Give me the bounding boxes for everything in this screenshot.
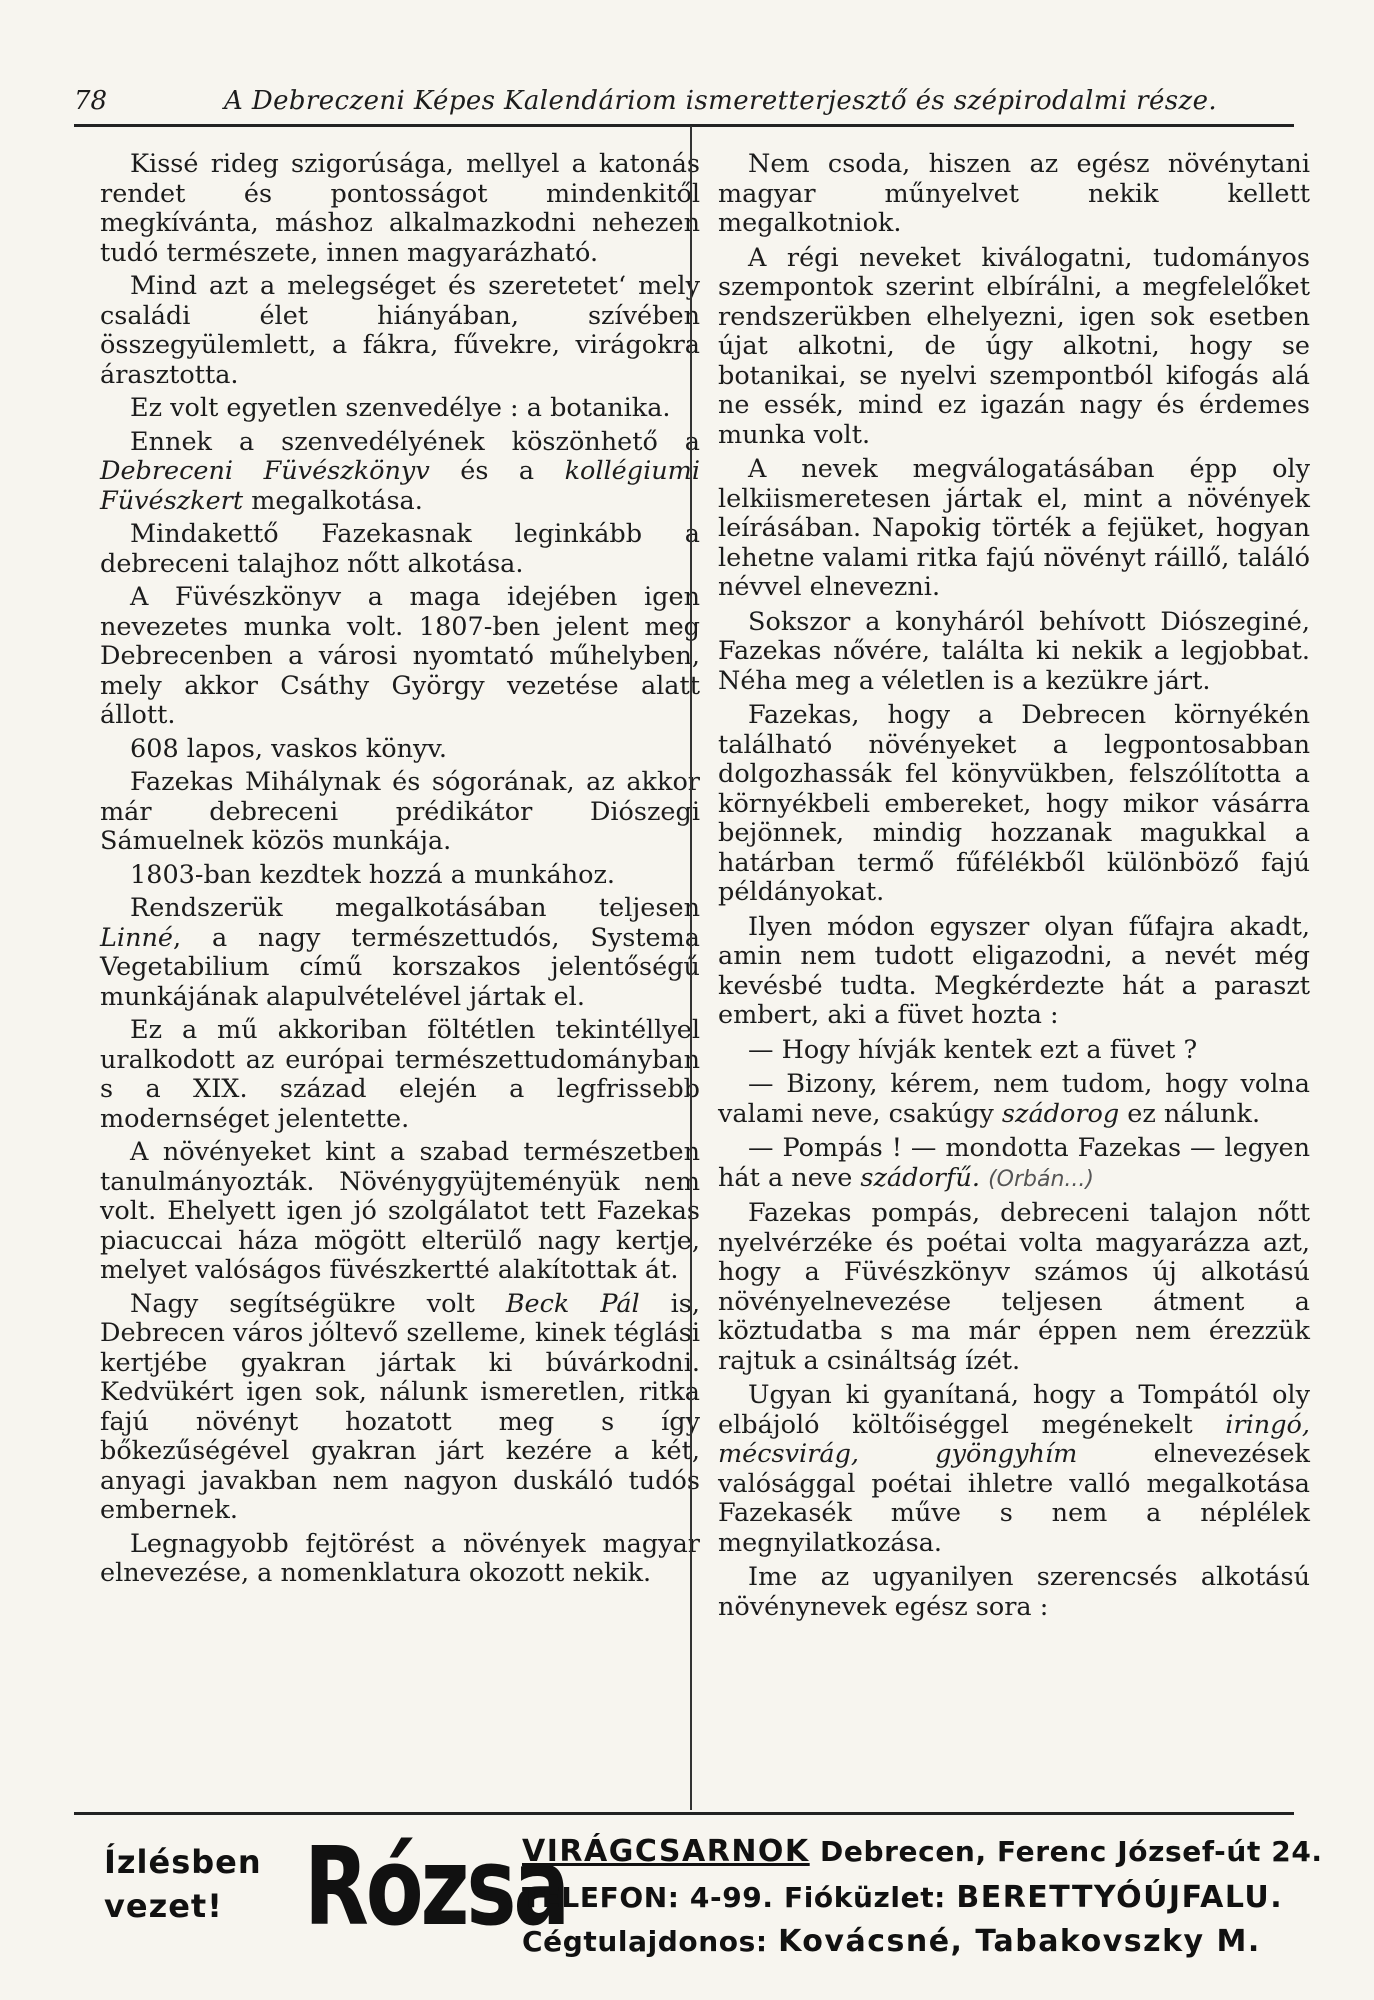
ad-brand-logo: Rózsa	[304, 1825, 568, 1950]
branch-name: BERETTYÓÚJFALU.	[956, 1880, 1284, 1915]
ad-shop-line	[522, 1834, 1323, 1869]
paragraph: 1803-ban kezdtek hozzá a munkához.	[130, 859, 616, 890]
paragraph: Ilyen módon egyszer olyan fűfajra akadt, amin nem tudott eligazodni, a nevét még kevésbé tudta. Megkérdezte hát a paraszt embert, aki a füvet hozta :	[718, 911, 1310, 1030]
right-column	[718, 150, 1310, 1627]
column-divider	[690, 126, 692, 1810]
paragraph: Rendszerük megalkotásában teljesen Linné, a nagy természettudós, Systema Vegetabilium című korszakos jelentőségű munkájának alapulvételével jártak el.	[100, 893, 700, 1012]
page-number: 78	[74, 86, 108, 116]
paragraph: A Füvészkönyv a maga idejében igen nevezetes munka volt. 1807-ben jelent meg Debrecenben a városi nyomtató műhelyben, mely akkor Csáthy György vezetése alatt állott.	[100, 582, 700, 730]
paragraph: Ime az ugyanilyen szerencsés alkotású növénynevek egész sora :	[718, 1562, 1310, 1622]
handwritten-note: (Orbán...)	[988, 1166, 1094, 1192]
paragraph: Legnagyobb fejtörést a növények magyar elnevezése, a nomenklatura okozott nekik.	[100, 1528, 700, 1588]
header-rule	[74, 124, 1294, 127]
paragraph: Ez a mű akkoriban föltétlen tekintéllyel uralkodott az európai természettudományban s a XIX. század elején a legfrissebb modernséget jelentette.	[100, 1015, 700, 1134]
paragraph: Sokszor a konyháról behívott Diószeginé, Fazekas nővére, találta ki nekik a legjobbat. Néha meg a véletlen is a kezükre járt.	[718, 606, 1310, 696]
phone-number: 4-99.	[689, 1881, 774, 1914]
paragraph: Nagy segítségükre volt Beck Pál is, Debrecen város jóltevő szelleme, kinek téglási kertjébe gyakran jártak ki búvárkodni. Kedvükért igen sok, nálunk ismeretlen, ritka fajú növényt hozatott meg s így bőkezűségével gyakran járt kezére a két, anyagi javakban nem nagyon duskáló tudós embernek.	[100, 1288, 700, 1525]
paragraph: A régi neveket kiválogatni, tudományos szempontok szerint elbírálni, a megfelelőket rendszerükben elhelyezni, igen sok esetben újat alkotni, de úgy alkotni, hogy se botanikai, se nyelvi szempontból kifogás alá ne essék, mind ez igazán nagy és érdemes munka volt.	[718, 242, 1310, 450]
advertisement	[74, 1822, 1323, 1982]
dialogue-line: — Hogy hívják kentek ezt a füvet ?	[748, 1034, 1198, 1065]
paragraph: Mindakettő Fazekasnak leginkább a debreceni talajhoz nőtt alkotása.	[100, 519, 700, 579]
owner-name: Kovácsné, Tabakovszky M.	[778, 1924, 1261, 1959]
paragraph: Nem csoda, hiszen az egész növénytani magyar műnyelvet nekik kellett megalkotniok.	[718, 149, 1310, 238]
shop-name: VIRÁGCSARNOK	[522, 1834, 810, 1869]
dialogue-line: — Pompás ! — mondotta Fazekas — legyen hát a neve szádorfű. (Orbán...)	[718, 1133, 1310, 1193]
paragraph: Fazekas Mihálynak és sógorának, az akkor már debreceni prédikátor Diószegi Sámuelnek közös munkája.	[100, 767, 700, 856]
paragraph: A növényeket kint a szabad természetben tanulmányozták. Növénygyüjteményük nem volt. Ehelyett igen jó szolgálatot tett Fazekas piacuccai háza mögött elterülő nagy kertje, melyet valóságos füvészkertté alakítottak át.	[100, 1137, 700, 1285]
ad-phone-line: TELEFON: 4-99. Fióküzlet: BERETTYÓÚJFALU.	[522, 1880, 1284, 1915]
page-header	[74, 86, 1294, 126]
footer-rule	[74, 1812, 1294, 1815]
paragraph: Ennek a szenvedélyének köszönhető a Debreceni Füvészkönyv és a kollégiumi Füvészkert megalkotása.	[100, 426, 701, 516]
paragraph: A nevek megválogatásában épp oly lelkiismeretesen jártak el, mint a növények leírásában. Napokig törték a fejüket, hogyan lehetne valami ritka fajú növényt ráillő, találó névvel elnevezni.	[718, 454, 1310, 602]
paragraph: Ugyan ki gyanítaná, hogy a Tompától oly elbájoló költőiséggel megénekelt iringó, mécsvirág, gyöngyhím elnevezések valósággal poétai ihletre valló megalkotása Fazekasék műve s nem a néplélek megnyilatkozása.	[718, 1380, 1310, 1558]
paragraph: Fazekas pompás, debreceni talajon nőtt nyelvérzéke és poétai volta magyarázza azt, hogy a Füvészkönyv számos új alkotású növényelnevezése teljesen átment a köztudatba s ma már éppen nem érezzük rajtuk a csináltság ízét.	[718, 1198, 1310, 1376]
ad-owner-line: Cégtulajdonos: Kovácsné, Tabakovszky M.	[522, 1924, 1261, 1959]
paragraph: Ez volt egyetlen szenvedélye : a botanika.	[130, 393, 671, 423]
ad-tagline: Ízlésben vezet!	[104, 1843, 262, 1925]
paragraph: Kissé rideg szigorúsága, mellyel a katonás rendet és pontosságot mindenkitől megkívánta, máshoz alkalmazkodni nehezen tudó természete, innen magyarázható.	[100, 149, 700, 268]
running-title: A Debreczeni Képes Kalendáriom ismeretterjesztő és szépirodalmi része.	[224, 86, 1218, 116]
paragraph: Fazekas, hogy a Debrecen környékén található növényeket a legpontosabban dolgozhassák fel könyvükben, felszólította a környékbeli embereket, hogy mikor vásárra bejönnek, mindig hozzanak magukkal a határban termő fűfélékből különböző fajú példányokat.	[718, 700, 1310, 907]
shop-address: Debrecen, Ferenc József-út 24.	[820, 1835, 1323, 1868]
left-column	[100, 150, 700, 1593]
dialogue-line: — Bizony, kérem, nem tudom, hogy volna valami neve, csakúgy szádorog ez nálunk.	[718, 1069, 1310, 1129]
paragraph: 608 lapos, vaskos könyv.	[130, 733, 447, 764]
paragraph: Mind azt a melegséget és szeretetet‘ mely családi élet hiányában, szívében összegyülemlett, a fákra, fűvekre, virágokra árasztotta.	[100, 271, 700, 390]
